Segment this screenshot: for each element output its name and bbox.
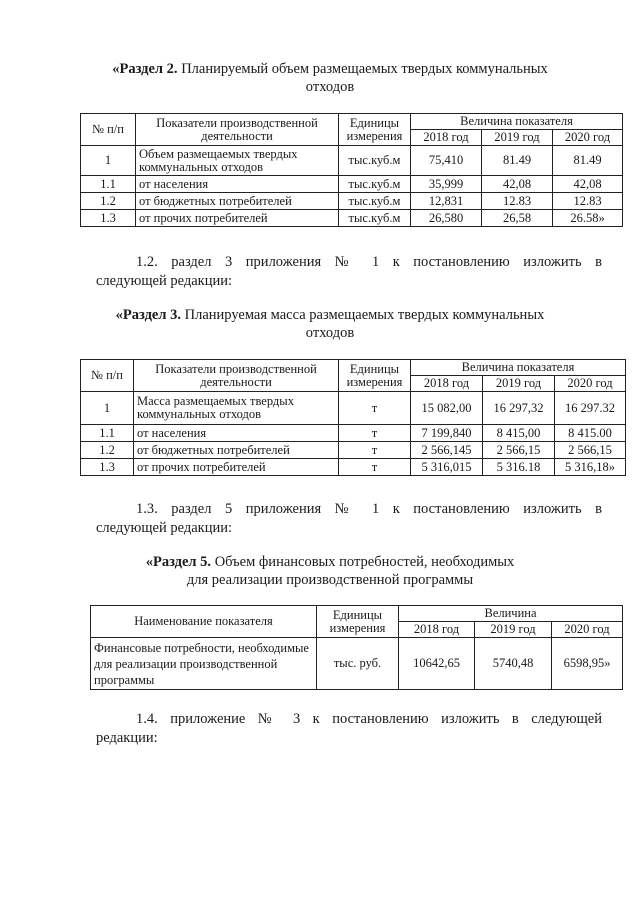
row-value: 6598,95» xyxy=(552,638,623,690)
row-value: 8 415.00 xyxy=(555,425,626,442)
row-name: от бюджетных потребителей xyxy=(136,193,339,210)
table-row xyxy=(81,210,623,227)
row-unit: тыс.куб.м xyxy=(339,176,411,193)
header-year: 2019 год xyxy=(475,622,552,638)
row-num: 1.2 xyxy=(81,442,134,459)
row-value: 2 566,15 xyxy=(483,442,555,459)
row-value: 5 316,015 xyxy=(411,459,483,476)
row-value: 42,08 xyxy=(553,176,623,193)
row-value: 26.58» xyxy=(553,210,623,227)
paragraph-1-4-line2: редакции: xyxy=(96,730,158,746)
row-unit: т xyxy=(339,425,411,442)
row-value: 42,08 xyxy=(482,176,553,193)
row-name: Масса размещаемых твердых коммунальных отходов xyxy=(134,392,339,425)
section-3-heading xyxy=(60,306,600,342)
header-year: 2018 год xyxy=(399,622,475,638)
header-year: 2019 год xyxy=(482,130,553,146)
row-value: 81.49 xyxy=(482,146,553,176)
row-value: 12.83 xyxy=(553,193,623,210)
row-value: 5740,48 xyxy=(475,638,552,690)
paragraph-1-3-line1: 1.3. раздел 5 приложения № 1 к постановлению изложить в xyxy=(136,501,602,517)
row-value: 16 297.32 xyxy=(555,392,626,425)
section-2-title-bold: «Раздел 2. xyxy=(112,61,178,77)
section-2-title-rest: Планируемый объем размещаемых твердых коммунальных xyxy=(177,61,548,77)
row-value: 16 297,32 xyxy=(483,392,555,425)
header-value: Величина xyxy=(399,606,623,622)
row-value: 12.83 xyxy=(482,193,553,210)
section-5-title-bold: «Раздел 5. xyxy=(145,554,212,570)
paragraph-1-3-line2: следующей редакции: xyxy=(96,520,233,536)
table-row xyxy=(91,638,623,690)
paragraph-1-2-line1: 1.2. раздел 3 приложения № 1 к постановлению изложить в xyxy=(136,254,602,270)
header-year: 2020 год xyxy=(553,130,623,146)
header-year: 2018 год xyxy=(411,130,482,146)
row-num: 1 xyxy=(81,392,134,425)
row-value: 15 082,00 xyxy=(411,392,483,425)
row-unit: т xyxy=(339,442,411,459)
row-value: 8 415,00 xyxy=(483,425,555,442)
paragraph-1-4 xyxy=(96,710,602,748)
row-value: 75,410 xyxy=(411,146,482,176)
table-row xyxy=(81,459,626,476)
row-name: Объем размещаемых твердых коммунальных отходов xyxy=(136,146,339,176)
row-value: 7 199,840 xyxy=(411,425,483,442)
section-5-table xyxy=(90,605,623,690)
row-num: 1 xyxy=(81,146,136,176)
table-row xyxy=(81,425,626,442)
header-year: 2020 год xyxy=(555,376,626,392)
header-value: Величина показателя xyxy=(411,114,623,130)
row-unit: тыс.куб.м xyxy=(339,146,411,176)
section-3-title-line2: отходов xyxy=(305,325,355,341)
header-name: Наименование показателя xyxy=(91,606,317,638)
row-value: 35,999 xyxy=(411,176,482,193)
row-name: от населения xyxy=(134,425,339,442)
header-unit: Единицы измерения xyxy=(339,360,411,392)
row-num: 1.1 xyxy=(81,425,134,442)
paragraph-1-2-line2: следующей редакции: xyxy=(96,273,233,289)
row-unit: тыс. руб. xyxy=(317,638,399,690)
table-row xyxy=(81,442,626,459)
row-num: 1.3 xyxy=(81,459,134,476)
row-num: 1.2 xyxy=(81,193,136,210)
row-value: 5 316,18» xyxy=(555,459,626,476)
row-name: от населения xyxy=(136,176,339,193)
section-2-title-line2: отходов xyxy=(305,79,355,95)
row-value: 26,580 xyxy=(411,210,482,227)
section-2-heading xyxy=(60,60,600,96)
section-3-table xyxy=(80,359,626,476)
table-header-row xyxy=(81,114,623,130)
table-header-row xyxy=(91,606,623,622)
header-unit: Единицы измерения xyxy=(317,606,399,638)
section-2-table xyxy=(80,113,623,227)
header-num: № п/п xyxy=(81,360,134,392)
row-unit: т xyxy=(339,459,411,476)
row-name: от прочих потребителей xyxy=(134,459,339,476)
section-3-title-bold: «Раздел 3. xyxy=(115,307,181,323)
row-value: 5 316.18 xyxy=(483,459,555,476)
header-year: 2019 год xyxy=(483,376,555,392)
header-num: № п/п xyxy=(81,114,136,146)
row-num: 1.3 xyxy=(81,210,136,227)
section-5-title-rest: Объем финансовых потребностей, необходимых xyxy=(211,554,515,570)
row-value: 26,58 xyxy=(482,210,553,227)
header-unit: Единицы измерения xyxy=(339,114,411,146)
row-num: 1.1 xyxy=(81,176,136,193)
section-3-title-rest: Планируемая масса размещаемых твердых коммунальных xyxy=(181,307,545,323)
header-name: Показатели производственной деятельности xyxy=(136,114,339,146)
row-value: 81.49 xyxy=(553,146,623,176)
paragraph-1-2 xyxy=(96,253,602,291)
row-value: 12,831 xyxy=(411,193,482,210)
row-unit: т xyxy=(339,392,411,425)
header-year: 2020 год xyxy=(552,622,623,638)
row-name: Финансовые потребности, необходимые для реализации производственной программы xyxy=(91,638,317,690)
row-value: 10642,65 xyxy=(399,638,475,690)
section-5-title-line2: для реализации производственной программы xyxy=(186,572,474,588)
table-row xyxy=(81,176,623,193)
table-row xyxy=(81,146,623,176)
row-name: от бюджетных потребителей xyxy=(134,442,339,459)
row-unit: тыс.куб.м xyxy=(339,210,411,227)
row-name: от прочих потребителей xyxy=(136,210,339,227)
header-name: Показатели производственной деятельности xyxy=(134,360,339,392)
paragraph-1-3 xyxy=(96,500,602,538)
table-header-row xyxy=(81,360,626,376)
table-row xyxy=(81,193,623,210)
header-year: 2018 год xyxy=(411,376,483,392)
table-row xyxy=(81,392,626,425)
header-value: Величина показателя xyxy=(411,360,626,376)
row-value: 2 566,145 xyxy=(411,442,483,459)
paragraph-1-4-line1: 1.4. приложение № 3 к постановлению изложить в следующей xyxy=(136,711,602,727)
row-unit: тыс.куб.м xyxy=(339,193,411,210)
section-5-heading xyxy=(60,553,600,589)
row-value: 2 566,15 xyxy=(555,442,626,459)
